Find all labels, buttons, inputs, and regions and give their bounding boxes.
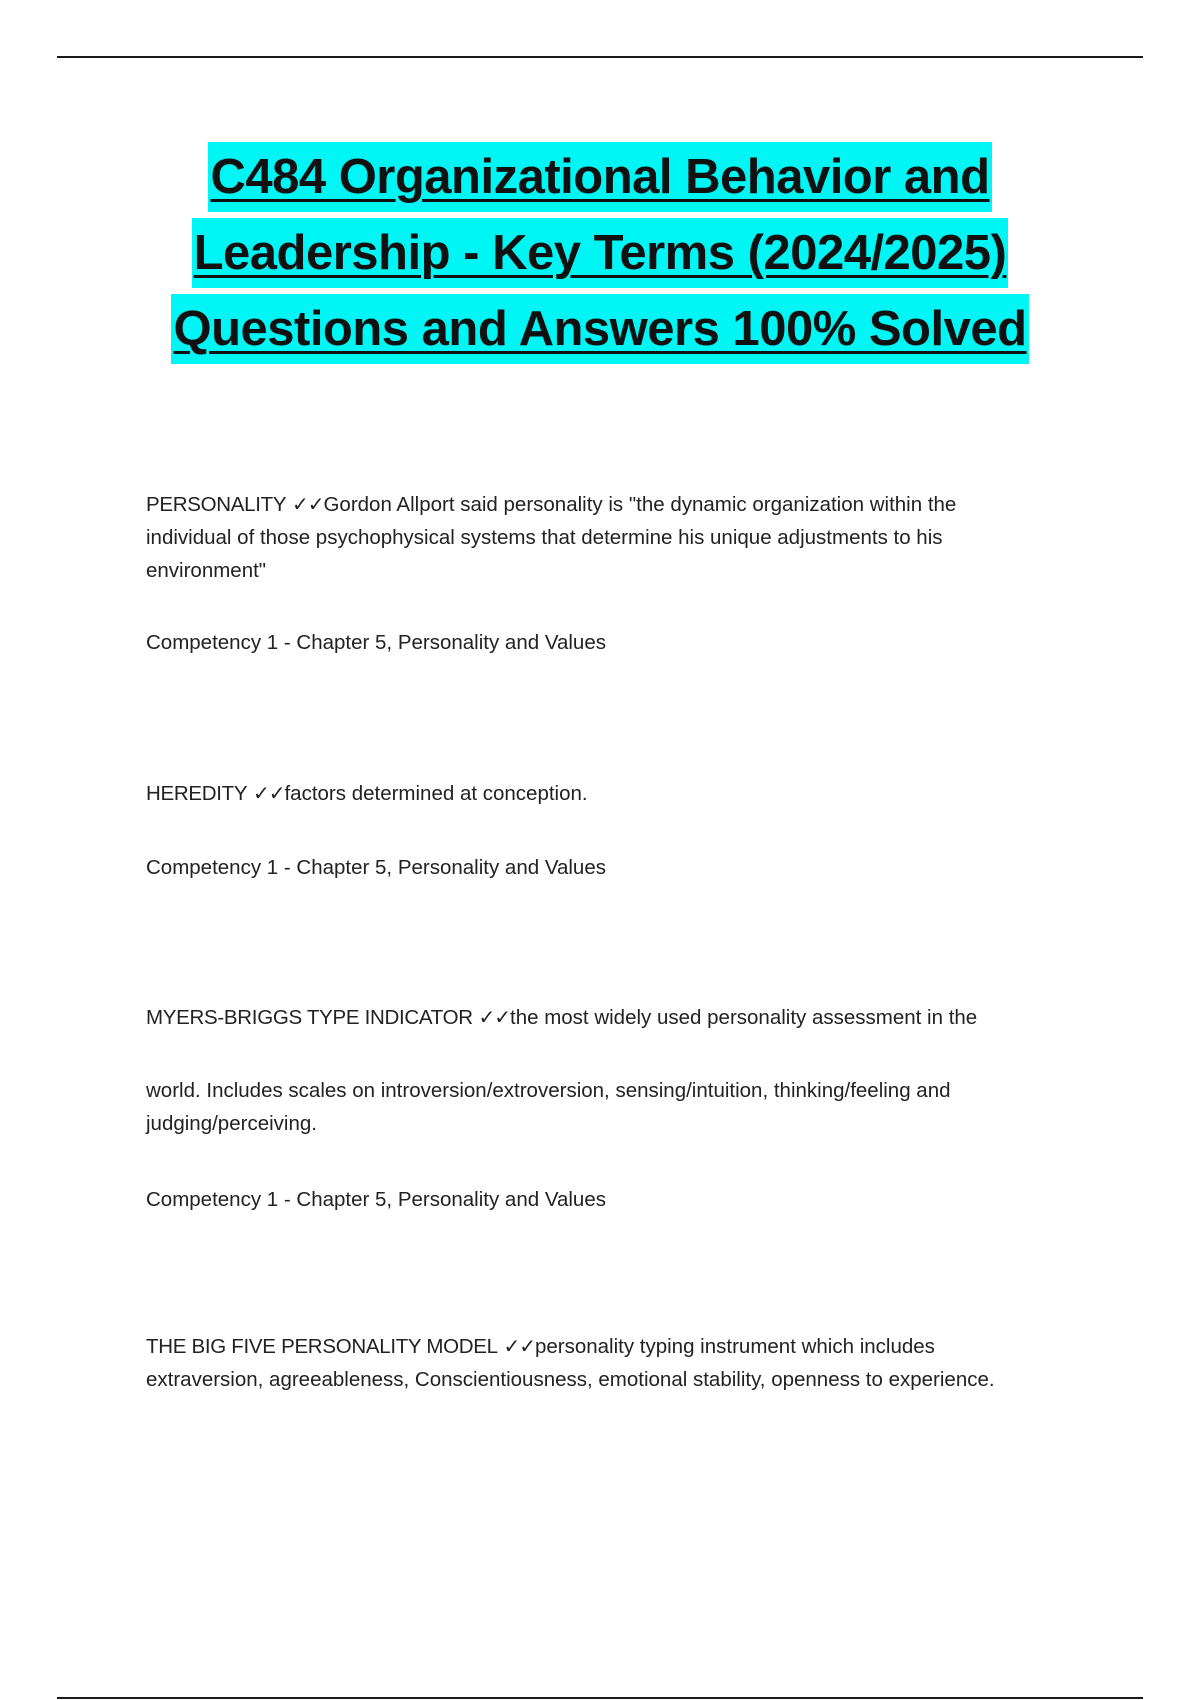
entry-big-five-term: THE BIG FIVE PERSONALITY MODEL bbox=[146, 1335, 498, 1358]
entry-mbti-continuation bbox=[146, 1074, 1066, 1140]
entry-mbti-definition bbox=[146, 1001, 1066, 1034]
entry-personality-line-1: Gordon Allport said personality is "the dynamic organization within the bbox=[323, 493, 957, 516]
entry-big-five-line-2: extraversion, agreeableness, Conscientiousness, emotional stability, openness to experience. bbox=[146, 1368, 995, 1391]
entry-personality-line-2: individual of those psychophysical systems that determine his unique adjustments to his bbox=[146, 526, 943, 549]
entry-heredity-term: HEREDITY bbox=[146, 782, 248, 805]
document-title bbox=[0, 142, 1200, 370]
title-text-1: C484 Organizational Behavior and bbox=[208, 142, 991, 212]
entry-mbti-line-2: world. Includes scales on introversion/extroversion, sensing/intuition, thinking/feeling and bbox=[146, 1079, 951, 1102]
double-check-icon: ✓✓ bbox=[252, 781, 285, 805]
top-rule bbox=[57, 56, 1143, 58]
entry-mbti-term: MYERS-BRIGGS TYPE INDICATOR bbox=[146, 1006, 473, 1029]
entry-heredity-reference: Competency 1 - Chapter 5, Personality and Values bbox=[146, 856, 606, 879]
entry-personality-definition bbox=[146, 488, 1066, 587]
title-text-2: Leadership - Key Terms (2024/2025) bbox=[192, 218, 1009, 288]
title-text-3: Questions and Answers 100% Solved bbox=[171, 294, 1028, 364]
entry-personality-reference: Competency 1 - Chapter 5, Personality and Values bbox=[146, 631, 606, 654]
title-line-1 bbox=[0, 142, 1200, 218]
entry-mbti-line-3: judging/perceiving. bbox=[146, 1112, 317, 1135]
double-check-icon: ✓✓ bbox=[291, 492, 324, 516]
entry-mbti-reference: Competency 1 - Chapter 5, Personality and Values bbox=[146, 1188, 606, 1211]
entry-big-five-line-1: personality typing instrument which includes bbox=[534, 1335, 935, 1358]
double-check-icon: ✓✓ bbox=[503, 1334, 535, 1358]
entry-big-five-definition bbox=[146, 1330, 1066, 1396]
entry-personality-line-3: environment" bbox=[146, 559, 267, 582]
entry-personality-term: PERSONALITY bbox=[146, 493, 287, 516]
entry-heredity-definition bbox=[146, 777, 1066, 810]
bottom-rule bbox=[57, 1697, 1143, 1699]
title-line-3 bbox=[0, 294, 1200, 370]
title-line-2 bbox=[0, 218, 1200, 294]
entry-heredity-line-1: factors determined at conception. bbox=[284, 782, 588, 805]
double-check-icon: ✓✓ bbox=[478, 1005, 511, 1029]
entry-mbti-line-1: the most widely used personality assessment in the bbox=[510, 1006, 978, 1029]
